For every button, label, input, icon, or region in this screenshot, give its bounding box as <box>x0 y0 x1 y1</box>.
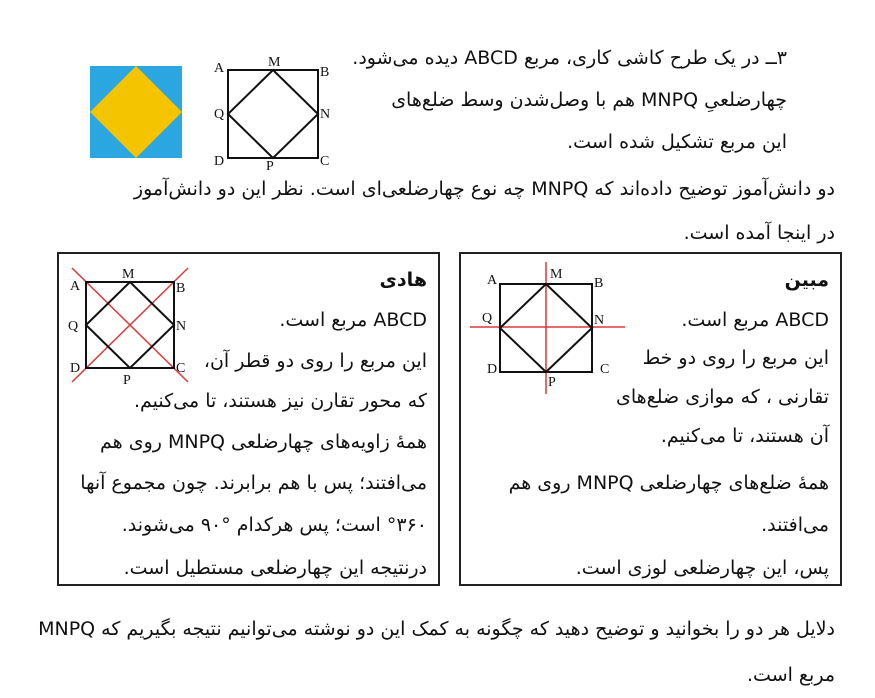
hadi-label-b: B <box>176 281 186 296</box>
mobin-label-p: P <box>548 375 556 390</box>
mobin-line-7: پس، این چهارضلعی لوزی است. <box>575 557 829 579</box>
top-figure <box>228 70 331 170</box>
top-label-d: D <box>214 154 225 169</box>
hadi-label-n: N <box>176 319 187 334</box>
top-label-b: B <box>320 65 330 80</box>
mobin-label-d: D <box>487 362 498 377</box>
mobin-name: مبین <box>784 269 829 291</box>
mobin-label-m: M <box>550 267 563 282</box>
mobin-label-c: C <box>600 362 610 377</box>
hadi-label-q: Q <box>68 319 79 334</box>
mobin-line-6: می‌افتند. <box>761 514 829 536</box>
hadi-line-5: می‌افتند؛ پس با هم برابرند. چون مجموع آنها <box>80 472 427 494</box>
mobin-label-a: A <box>487 273 498 288</box>
final-line-2: مربع است. <box>747 664 835 686</box>
mobin-label-q: Q <box>482 311 493 326</box>
top-label-n: N <box>320 107 331 122</box>
top-label-m: M <box>268 55 281 70</box>
hadi-line-4: همهٔ زاویه‌های چهارضلعی MNPQ روی هم <box>100 431 427 453</box>
hadi-line-7: درنتیجه این چهارضلعی مستطیل است. <box>123 557 427 579</box>
intro-line-3: این مربع تشکیل شده است. <box>567 131 787 153</box>
mobin-line-4: آن هستند، تا می‌کنیم. <box>660 425 829 447</box>
hadi-label-c: C <box>176 361 186 376</box>
hadi-label-a: A <box>70 279 81 294</box>
top-label-p: P <box>266 159 274 174</box>
mobin-line-3: تقارنی ، که موازی ضلع‌های <box>615 386 829 408</box>
hadi-label-p: P <box>123 373 131 388</box>
mobin-label-b: B <box>594 276 604 291</box>
mobin-line-1: ABCD مربع است. <box>681 309 829 331</box>
intro-line-1: ۳ــ در یک طرح کاشی کاری، مربع ABCD دیده می‌شود. <box>352 47 787 69</box>
final-line-1: دلایل هر دو را بخوانید و توضیح دهید که چگونه به کمک این دو نوشته می‌توانیم نتیجه بگیریم که MNPQ <box>38 618 835 640</box>
top-label-a: A <box>214 61 225 76</box>
mobin-line-5: همهٔ ضلع‌های چهارضلعی MNPQ روی هم <box>508 472 829 494</box>
tile-image <box>90 66 182 158</box>
question-line-2: در اینجا آمده است. <box>683 222 835 244</box>
hadi-line-3: که محور تقارن نیز هستند، تا می‌کنیم. <box>133 390 427 412</box>
top-label-q: Q <box>214 107 225 122</box>
top-label-c: C <box>320 154 330 169</box>
hadi-line-6: °۳۶۰ است؛ پس هرکدام °۹۰ می‌شوند. <box>121 514 427 536</box>
hadi-label-d: D <box>70 361 81 376</box>
mobin-line-2: این مربع را روی دو خط <box>642 347 829 369</box>
intro-line-2: چهارضلعیِ MNPQ هم با وصل‌شدن وسط ضلع‌های <box>391 89 787 111</box>
hadi-line-2: این مربع را روی دو قطر آن، <box>203 350 427 372</box>
mobin-label-n: N <box>594 313 605 328</box>
hadi-label-m: M <box>122 267 135 282</box>
hadi-name: هادی <box>379 269 427 291</box>
question-line-1: دو دانش‌آموز توضیح داده‌اند که MNPQ چه نوع چهارضلعی‌ای است. نظر این دو دانش‌آموز <box>133 178 835 200</box>
hadi-line-1: ABCD مربع است. <box>279 309 427 331</box>
